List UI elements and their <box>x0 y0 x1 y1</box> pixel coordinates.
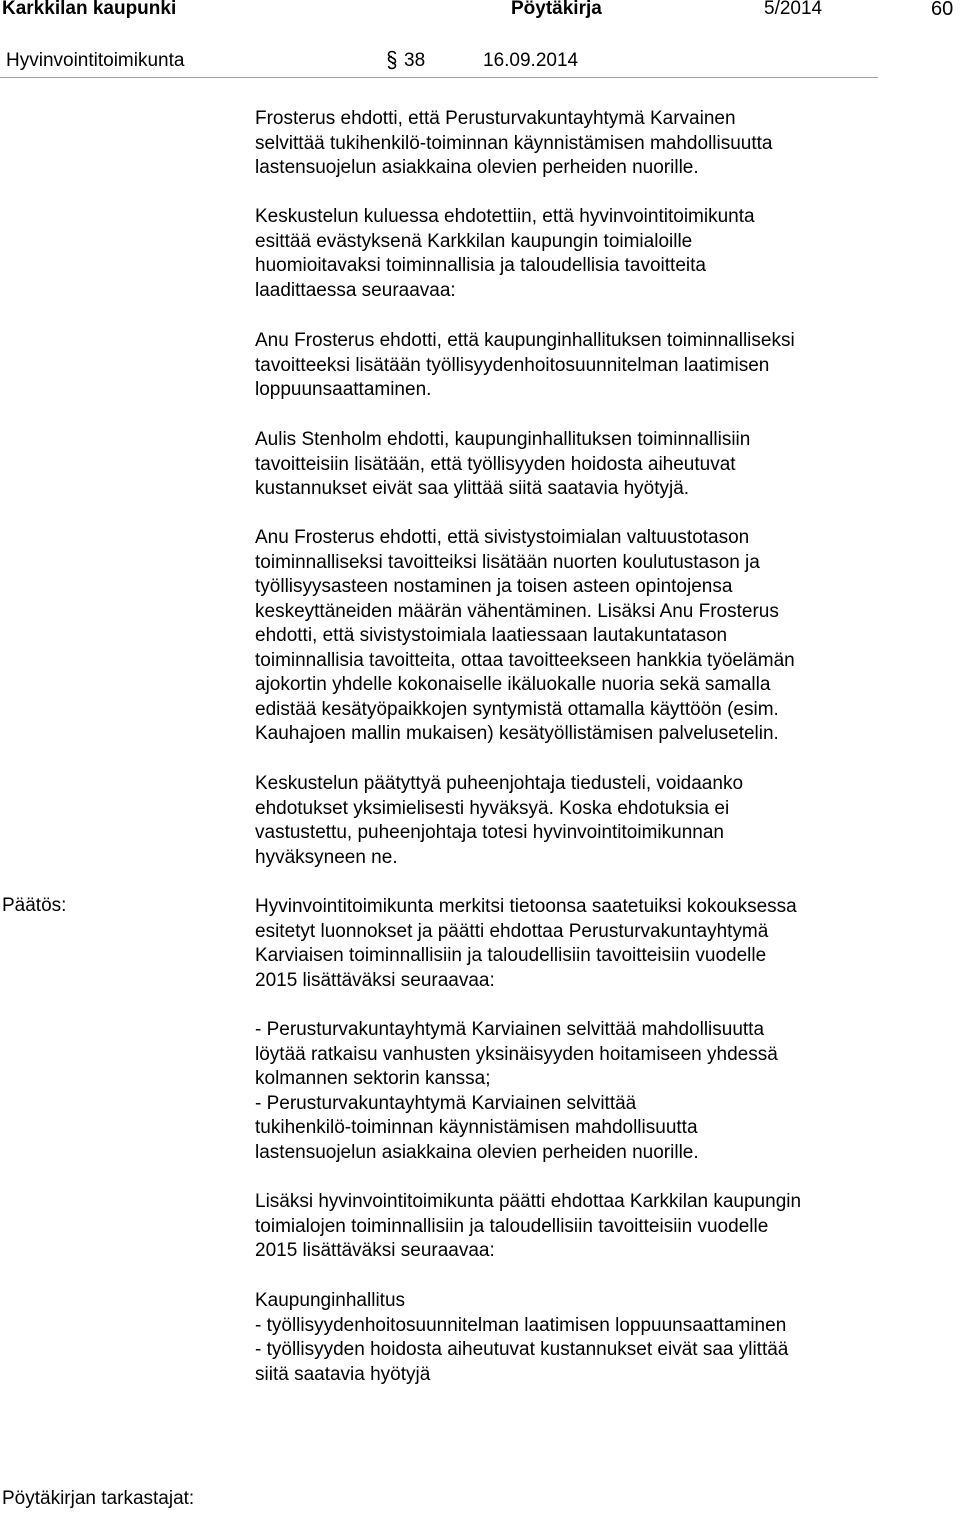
section-icon <box>385 50 399 76</box>
paragraph-frosterus-employment-plan <box>255 329 955 403</box>
text-line: esitetyt luonnokset ja päätti ehdottaa Perusturvakuntayhtymä <box>255 920 769 942</box>
paragraph-frosterus-support-person <box>255 107 955 181</box>
text-line: Hyvinvointitoimikunta merkitsi tietoonsa saatetuiksi kokouksessa <box>255 896 797 917</box>
text-line: Karviaisen toiminnallisiin ja taloudellisiin tavoitteisiin vuodelle <box>255 945 767 966</box>
text-line: ehdotukset yksimielisesti hyväksyä. Koska ehdotuksia ei <box>255 797 730 819</box>
text-line: - työllisyydenhoitosuunnitelman laatimisen loppuunsaattaminen <box>255 1314 787 1336</box>
text-line: toiminnalliseksi tavoitteiksi lisätään nuorten koulutustason ja <box>255 551 760 573</box>
text-line: huomioitavaksi toiminnallisia ja taloudellisia tavoitteita <box>255 255 706 276</box>
issue-number: 5/2014 <box>764 0 823 19</box>
text-line: esittää evästyksenä Karkkilan kaupungin toimialoille <box>255 230 693 252</box>
text-line: keskeyttäneiden määrän vähentäminen. Lisäksi Anu Frosterus <box>255 600 779 622</box>
text-line: selvittää tukihenkilö-toiminnan käynnistämisen mahdollisuutta <box>255 132 773 154</box>
text-line: edistää kesätyöpaikkojen syntymistä ottamalla käyttöön (esim. <box>255 698 779 720</box>
paragraph-decision-list <box>255 1018 955 1165</box>
text-line: työllisyysasteen nostaminen ja toisen asteen opintojensa <box>255 576 733 597</box>
inspectors-label: Pöytäkirjan tarkastajat: <box>2 1488 195 1509</box>
document-type: Pöytäkirja <box>511 0 602 19</box>
text-line: tavoitteisiin lisätään, että työllisyyden hoidosta aiheutuvat <box>255 453 736 475</box>
text-line: toiminnallisia tavoitteita, ottaa tavoitteekseen hankkia työelämän <box>255 649 795 671</box>
meeting-date: 16.09.2014 <box>483 50 579 71</box>
text-line: lastensuojelun asiakkaina olevien perheiden nuorille. <box>255 1141 699 1163</box>
text-line: hyväksyneen ne. <box>255 846 398 868</box>
text-line: siitä saatavia hyötyjä <box>255 1363 431 1385</box>
text-line: Lisäksi hyvinvointitoimikunta päätti ehdottaa Karkkilan kaupungin <box>255 1191 802 1212</box>
text-line: lastensuojelun asiakkaina olevien perheiden nuorille. <box>255 157 699 178</box>
text-line: 2015 lisättäväksi seuraavaa: <box>255 1240 495 1261</box>
text-line: loppuunsaattaminen. <box>255 379 432 400</box>
text-line: Anu Frosterus ehdotti, että sivistystoimialan valtuustotason <box>255 527 750 548</box>
paragraph-discussion-proposal <box>255 205 955 303</box>
text-line: - työllisyyden hoidosta aiheutuvat kustannukset eivät saa ylittää <box>255 1339 789 1360</box>
text-line: laadittaessa seuraavaa: <box>255 279 456 301</box>
paragraph-discussion-end <box>255 772 955 870</box>
page-number: 60 <box>931 0 954 20</box>
header-divider <box>0 77 878 78</box>
section-number: 38 <box>404 50 426 71</box>
body-name: Hyvinvointitoimikunta <box>6 50 185 71</box>
text-line: ehdotti, että sivistystoimiala laatiessaan lautakuntatason <box>255 625 728 646</box>
text-line: vastustettu, puheenjohtaja totesi hyvinvointitoimikunnan <box>255 822 724 843</box>
text-line: Kauhajoen mallin mukaisen) kesätyöllistämisen palvelusetelin. <box>255 723 779 744</box>
paragraph-frosterus-education <box>255 526 955 747</box>
text-line: Frosterus ehdotti, että Perusturvakuntayhtymä Karvainen <box>255 108 736 129</box>
decision-label: Päätös: <box>2 895 67 916</box>
text-line: Kaupunginhallitus <box>255 1290 406 1311</box>
text-line: - Perusturvakuntayhtymä Karviainen selvittää <box>255 1092 637 1114</box>
paragraph-additional-decision <box>255 1190 955 1264</box>
paragraph-stenholm-costs <box>255 428 955 502</box>
text-line: kustannukset eivät saa ylittää siitä saatavia hyötyjä. <box>255 478 690 499</box>
text-line: Keskustelun päätyttyä puheenjohtaja tiedusteli, voidaanko <box>255 773 744 794</box>
text-line: toimialojen toiminnallisiin ja taloudellisiin tavoitteisiin vuodelle <box>255 1215 769 1237</box>
text-line: Anu Frosterus ehdotti, että kaupunginhallituksen toiminnalliseksi <box>255 330 795 351</box>
text-line: Aulis Stenholm ehdotti, kaupunginhallituksen toiminnallisiin <box>255 429 751 450</box>
paragraph-decision <box>255 895 955 993</box>
text-line: - Perusturvakuntayhtymä Karviainen selvittää mahdollisuutta <box>255 1019 765 1040</box>
text-line: tavoitteeksi lisätään työllisyydenhoitosuunnitelman laatimisen <box>255 354 770 376</box>
municipality-name: Karkkilan kaupunki <box>2 0 177 19</box>
text-line: tukihenkilö-toiminnan käynnistämisen mahdollisuutta <box>255 1117 698 1138</box>
text-line: kolmannen sektorin kanssa; <box>255 1068 491 1089</box>
text-line: 2015 lisättäväksi seuraavaa: <box>255 969 495 991</box>
paragraph-city-board-goals <box>255 1289 955 1387</box>
text-line: löytää ratkaisu vanhusten yksinäisyyden hoitamiseen yhdessä <box>255 1043 778 1065</box>
text-line: ajokortin yhdelle kokonaiselle ikäluokalle nuoria sekä samalla <box>255 674 771 695</box>
text-line: Keskustelun kuluessa ehdotettiin, että hyvinvointitoimikunta <box>255 206 755 227</box>
